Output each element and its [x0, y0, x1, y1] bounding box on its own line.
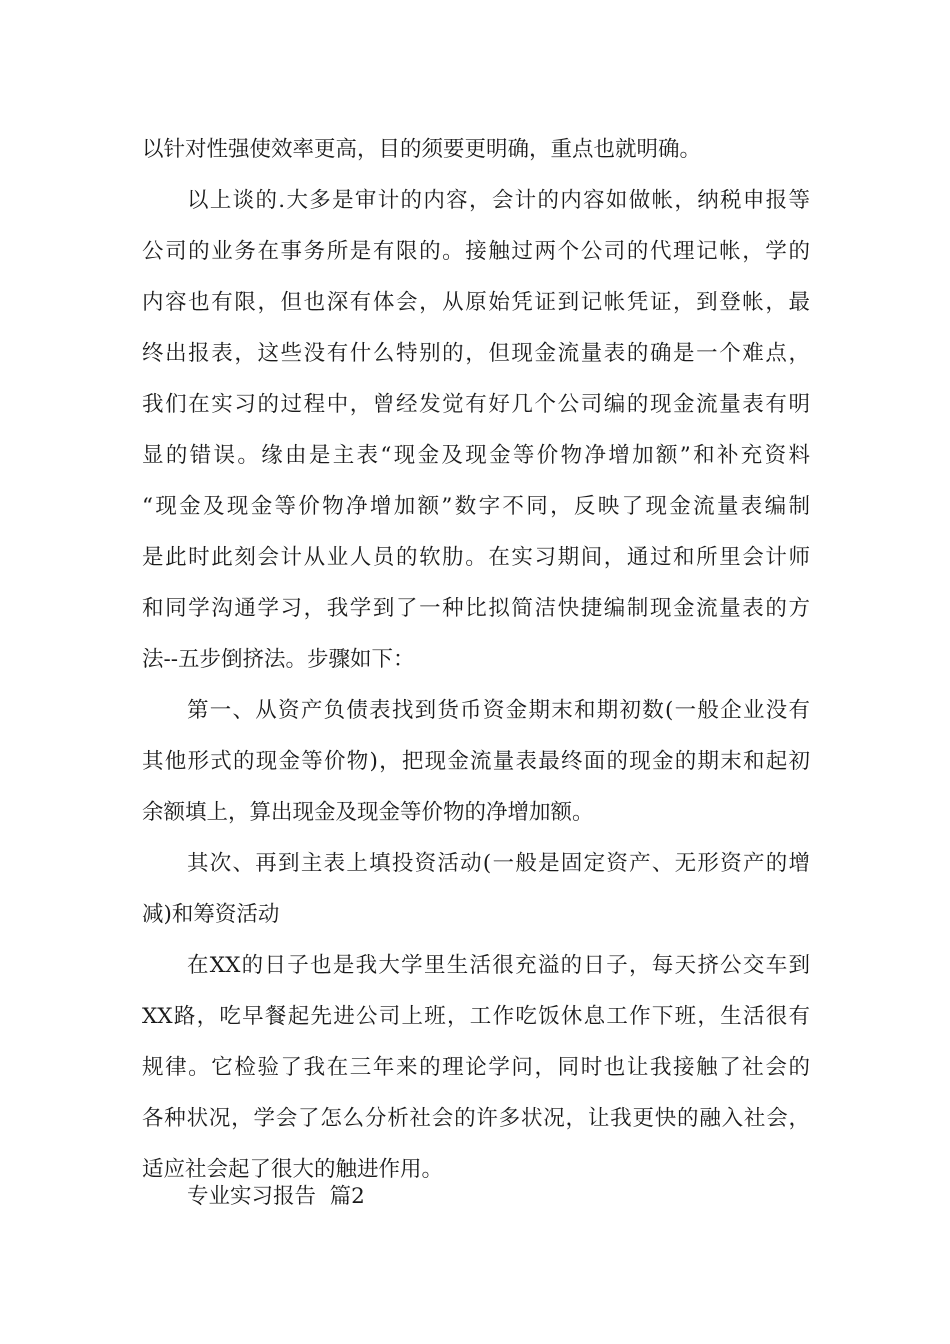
text-line: 显的错误。缘由是主表“现金及现金等价物净增加额”和补充资料 [142, 443, 810, 468]
text-line: 专业实习报告 篇2 [187, 1184, 365, 1209]
text-line: “现金及现金等价物净增加额”数字不同，反映了现金流量表编制 [142, 494, 810, 519]
text-line: 在XX的日子也是我大学里生活很充溢的日子，每天挤公交车到 [187, 953, 810, 978]
text-line: 以上谈的.大多是审计的内容，会计的内容如做帐，纳税申报等 [187, 188, 810, 213]
text-line: 是此时此刻会计从业人员的软肋。在实习期间，通过和所里会计师 [142, 545, 810, 570]
paragraph [142, 685, 810, 838]
paragraph [142, 838, 810, 940]
text-line: 公司的业务在事务所是有限的。接触过两个公司的代理记帐，学的 [142, 239, 810, 264]
text-line: 我们在实习的过程中，曾经发觉有好几个公司编的现金流量表有明 [142, 392, 810, 417]
text-line: 减)和筹资活动 [142, 902, 280, 927]
text-line: 其他形式的现金等价物)，把现金流量表最终面的现金的期末和起初 [142, 749, 810, 774]
text-line: 内容也有限，但也深有体会，从原始凭证到记帐凭证，到登帐，最 [142, 290, 810, 315]
paragraph [142, 940, 810, 1195]
text-line: 适应社会起了很大的触进作用。 [142, 1157, 444, 1182]
text-line: 法--五步倒挤法。步骤如下： [142, 647, 415, 672]
text-line: 各种状况，学会了怎么分析社会的许多状况，让我更快的融入社会， [142, 1106, 810, 1131]
text-line: 和同学沟通学习，我学到了一种比拟简洁快捷编制现金流量表的方 [142, 596, 810, 621]
text-line: 第一、从资产负债表找到货币资金期末和期初数(一般企业没有 [187, 698, 810, 723]
text-line: 其次、再到主表上填投资活动(一般是固定资产、无形资产的增 [187, 851, 810, 876]
text-line: XX路，吃早餐起先进公司上班，工作吃饭休息工作下班，生活很有 [142, 1004, 810, 1029]
text-line: 终出报表，这些没有什么特别的，但现金流量表的确是一个难点， [142, 341, 810, 366]
text-line: 以针对性强使效率更高，目的须要更明确，重点也就明确。 [142, 137, 702, 162]
text-line: 余额填上，算出现金及现金等价物的净增加额。 [142, 800, 594, 825]
section-heading [142, 1171, 810, 1222]
paragraph [142, 175, 810, 685]
text-line: 规律。它检验了我在三年来的理论学问，同时也让我接触了社会的 [142, 1055, 810, 1080]
paragraph [142, 124, 810, 175]
